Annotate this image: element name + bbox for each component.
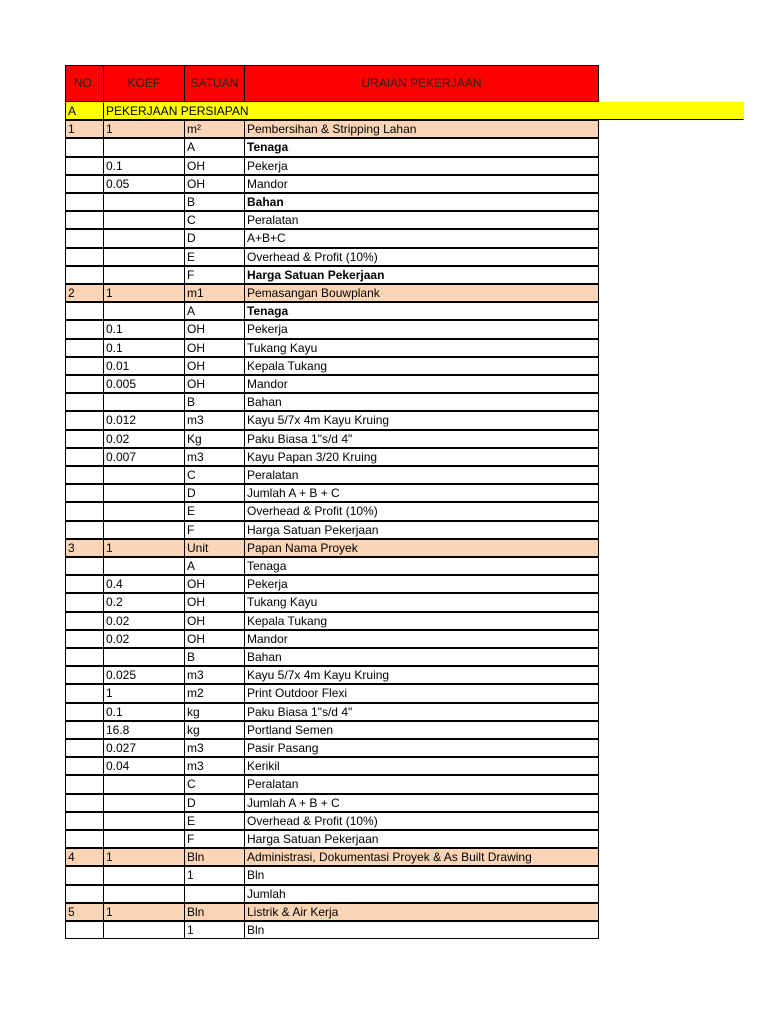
cell-uraian[interactable]: Listrik & Air Kerja (244, 903, 599, 921)
cell-satuan[interactable]: m3 (184, 448, 245, 466)
cell-uraian[interactable]: Pembersihan & Stripping Lahan (244, 120, 599, 138)
cell-koef[interactable]: 0.1 (103, 703, 185, 721)
cell-satuan[interactable]: A (184, 557, 245, 575)
cell-no[interactable] (65, 684, 104, 702)
cell-uraian[interactable]: Pemasangan Bouwplank (244, 284, 599, 302)
cell-koef[interactable] (103, 502, 185, 520)
cell-no[interactable] (65, 411, 104, 429)
cell-koef[interactable] (103, 521, 185, 539)
cell-uraian[interactable]: Peralatan (244, 211, 599, 229)
cell-no[interactable] (65, 248, 104, 266)
cell-no[interactable] (65, 375, 104, 393)
cell-koef[interactable]: 0.025 (103, 666, 185, 684)
cell-satuan[interactable]: kg (184, 721, 245, 739)
cell-no[interactable] (65, 138, 104, 156)
cell-no[interactable] (65, 302, 104, 320)
cell-uraian[interactable]: Kepala Tukang (244, 612, 599, 630)
header-koef[interactable]: KOEF (103, 65, 185, 102)
cell-koef[interactable] (103, 885, 185, 903)
cell-uraian[interactable]: Kerikil (244, 757, 599, 775)
cell-no[interactable] (65, 211, 104, 229)
cell-no[interactable] (65, 630, 104, 648)
cell-koef[interactable]: 1 (103, 284, 185, 302)
cell-koef[interactable]: 0.04 (103, 757, 185, 775)
cell-koef[interactable] (103, 794, 185, 812)
cell-satuan[interactable]: OH (184, 575, 245, 593)
cell-koef[interactable]: 0.01 (103, 357, 185, 375)
cell-uraian[interactable]: Administrasi, Dokumentasi Proyek & As Built Drawing (244, 848, 599, 866)
cell-koef[interactable] (103, 248, 185, 266)
cell-no[interactable] (65, 593, 104, 611)
cell-no[interactable] (65, 393, 104, 411)
cell-satuan[interactable]: kg (184, 703, 245, 721)
cell-no[interactable] (65, 885, 104, 903)
cell-uraian[interactable]: PEKERJAAN PERSIAPAN (103, 102, 744, 120)
cell-satuan[interactable]: A (184, 302, 245, 320)
cell-uraian[interactable]: Jumlah A + B + C (244, 484, 599, 502)
cell-uraian[interactable]: A+B+C (244, 229, 599, 247)
cell-no[interactable] (65, 775, 104, 793)
cell-uraian[interactable]: Overhead & Profit (10%) (244, 502, 599, 520)
cell-no[interactable]: 1 (65, 120, 104, 138)
cell-satuan[interactable]: 1 (184, 921, 245, 939)
cell-koef[interactable] (103, 921, 185, 939)
cell-satuan[interactable]: m3 (184, 666, 245, 684)
header-uraian[interactable]: URAIAN PEKERJAAN (244, 65, 599, 102)
cell-koef[interactable] (103, 302, 185, 320)
cell-uraian[interactable]: Harga Satuan Pekerjaan (244, 266, 599, 284)
cell-uraian[interactable]: Bahan (244, 393, 599, 411)
cell-no[interactable] (65, 557, 104, 575)
cell-no[interactable] (65, 266, 104, 284)
cell-uraian[interactable]: Tenaga (244, 138, 599, 156)
cell-satuan[interactable]: C (184, 466, 245, 484)
cell-koef[interactable] (103, 830, 185, 848)
cell-koef[interactable]: 0.02 (103, 612, 185, 630)
cell-satuan[interactable]: F (184, 830, 245, 848)
cell-satuan[interactable]: E (184, 812, 245, 830)
cell-koef[interactable]: 0.1 (103, 320, 185, 338)
cell-koef[interactable] (103, 138, 185, 156)
cell-no[interactable] (65, 648, 104, 666)
cell-no[interactable] (65, 666, 104, 684)
cell-uraian[interactable]: Tenaga (244, 302, 599, 320)
cell-uraian[interactable]: Bahan (244, 193, 599, 211)
cell-koef[interactable]: 1 (103, 120, 185, 138)
cell-uraian[interactable]: Bln (244, 921, 599, 939)
cell-koef[interactable]: 0.027 (103, 739, 185, 757)
cell-satuan[interactable]: m3 (184, 411, 245, 429)
cell-no[interactable]: A (65, 102, 104, 120)
cell-koef[interactable] (103, 775, 185, 793)
cell-uraian[interactable]: Tukang Kayu (244, 339, 599, 357)
cell-satuan[interactable]: C (184, 211, 245, 229)
cell-uraian[interactable]: Tukang Kayu (244, 593, 599, 611)
cell-koef[interactable]: 1 (103, 684, 185, 702)
header-no[interactable]: NO. (65, 65, 104, 102)
cell-no[interactable] (65, 339, 104, 357)
cell-no[interactable] (65, 229, 104, 247)
cell-koef[interactable]: 0.2 (103, 593, 185, 611)
cell-koef[interactable]: 1 (103, 848, 185, 866)
cell-uraian[interactable]: Kayu 5/7x 4m Kayu Kruing (244, 411, 599, 429)
cell-no[interactable] (65, 612, 104, 630)
cell-uraian[interactable]: Peralatan (244, 466, 599, 484)
cell-satuan[interactable]: B (184, 393, 245, 411)
cell-uraian[interactable]: Peralatan (244, 775, 599, 793)
cell-satuan[interactable]: m3 (184, 739, 245, 757)
cell-no[interactable] (65, 830, 104, 848)
cell-koef[interactable]: 0.02 (103, 430, 185, 448)
header-satuan[interactable]: SATUAN (184, 65, 245, 102)
cell-no[interactable] (65, 357, 104, 375)
cell-no[interactable]: 3 (65, 539, 104, 557)
cell-satuan[interactable]: F (184, 266, 245, 284)
cell-no[interactable] (65, 502, 104, 520)
cell-koef[interactable]: 0.1 (103, 339, 185, 357)
cell-koef[interactable] (103, 393, 185, 411)
cell-no[interactable] (65, 193, 104, 211)
cell-satuan[interactable]: Kg (184, 430, 245, 448)
cell-satuan[interactable]: B (184, 648, 245, 666)
cell-satuan[interactable]: Unit (184, 539, 245, 557)
cell-satuan[interactable]: E (184, 248, 245, 266)
cell-no[interactable] (65, 721, 104, 739)
cell-uraian[interactable]: Papan Nama Proyek (244, 539, 599, 557)
cell-satuan[interactable]: m² (184, 120, 245, 138)
cell-koef[interactable] (103, 484, 185, 502)
cell-no[interactable]: 4 (65, 848, 104, 866)
cell-no[interactable] (65, 575, 104, 593)
cell-satuan[interactable]: OH (184, 357, 245, 375)
cell-no[interactable] (65, 794, 104, 812)
cell-satuan[interactable]: OH (184, 175, 245, 193)
cell-uraian[interactable]: Portland Semen (244, 721, 599, 739)
cell-uraian[interactable]: Kayu 5/7x 4m Kayu Kruing (244, 666, 599, 684)
cell-no[interactable] (65, 921, 104, 939)
cell-satuan[interactable]: Bln (184, 848, 245, 866)
cell-uraian[interactable]: Pekerja (244, 320, 599, 338)
cell-satuan[interactable]: OH (184, 320, 245, 338)
cell-uraian[interactable]: Paku Biasa 1"s/d 4" (244, 703, 599, 721)
cell-uraian[interactable]: Mandor (244, 375, 599, 393)
cell-satuan[interactable]: OH (184, 375, 245, 393)
cell-koef[interactable]: 0.02 (103, 630, 185, 648)
cell-satuan[interactable]: Bln (184, 903, 245, 921)
cell-satuan[interactable]: m1 (184, 284, 245, 302)
cell-koef[interactable] (103, 266, 185, 284)
cell-satuan[interactable]: OH (184, 593, 245, 611)
cell-koef[interactable] (103, 193, 185, 211)
cell-koef[interactable] (103, 557, 185, 575)
cell-no[interactable]: 5 (65, 903, 104, 921)
cell-uraian[interactable]: Pasir Pasang (244, 739, 599, 757)
cell-koef[interactable]: 0.1 (103, 157, 185, 175)
cell-satuan[interactable]: OH (184, 339, 245, 357)
cell-satuan[interactable]: 1 (184, 866, 245, 884)
cell-koef[interactable] (103, 648, 185, 666)
cell-uraian[interactable]: Harga Satuan Pekerjaan (244, 830, 599, 848)
cell-koef[interactable] (103, 211, 185, 229)
cell-no[interactable] (65, 157, 104, 175)
cell-satuan[interactable]: OH (184, 157, 245, 175)
cell-no[interactable] (65, 739, 104, 757)
cell-koef[interactable]: 16.8 (103, 721, 185, 739)
cell-koef[interactable]: 1 (103, 903, 185, 921)
cell-uraian[interactable]: Kepala Tukang (244, 357, 599, 375)
cell-satuan[interactable]: A (184, 138, 245, 156)
cell-uraian[interactable]: Print Outdoor Flexi (244, 684, 599, 702)
cell-satuan[interactable]: D (184, 794, 245, 812)
cell-satuan[interactable]: D (184, 484, 245, 502)
cell-koef[interactable]: 0.05 (103, 175, 185, 193)
cell-satuan[interactable]: m3 (184, 757, 245, 775)
cell-no[interactable] (65, 175, 104, 193)
cell-uraian[interactable]: Bahan (244, 648, 599, 666)
cell-koef[interactable]: 0.007 (103, 448, 185, 466)
cell-uraian[interactable]: Jumlah A + B + C (244, 794, 599, 812)
cell-no[interactable] (65, 448, 104, 466)
cell-uraian[interactable]: Overhead & Profit (10%) (244, 248, 599, 266)
cell-satuan[interactable]: B (184, 193, 245, 211)
cell-satuan[interactable]: m2 (184, 684, 245, 702)
cell-uraian[interactable]: Pekerja (244, 157, 599, 175)
cell-no[interactable] (65, 466, 104, 484)
cell-satuan[interactable]: F (184, 521, 245, 539)
cell-koef[interactable]: 0.4 (103, 575, 185, 593)
cell-no[interactable]: 2 (65, 284, 104, 302)
cell-koef[interactable]: 0.012 (103, 411, 185, 429)
cell-koef[interactable]: 1 (103, 539, 185, 557)
cell-uraian[interactable]: Harga Satuan Pekerjaan (244, 521, 599, 539)
cell-satuan[interactable]: OH (184, 612, 245, 630)
cell-no[interactable] (65, 703, 104, 721)
cell-uraian[interactable]: Overhead & Profit (10%) (244, 812, 599, 830)
cell-satuan[interactable] (184, 885, 245, 903)
cell-uraian[interactable]: Mandor (244, 175, 599, 193)
cell-no[interactable] (65, 430, 104, 448)
cell-satuan[interactable]: OH (184, 630, 245, 648)
cell-uraian[interactable]: Bln (244, 866, 599, 884)
cell-no[interactable] (65, 320, 104, 338)
cell-satuan[interactable]: E (184, 502, 245, 520)
cell-koef[interactable] (103, 812, 185, 830)
cell-koef[interactable]: 0.005 (103, 375, 185, 393)
cell-koef[interactable] (103, 229, 185, 247)
cell-no[interactable] (65, 757, 104, 775)
cell-no[interactable] (65, 484, 104, 502)
cell-koef[interactable] (103, 866, 185, 884)
cell-uraian[interactable]: Jumlah (244, 885, 599, 903)
cell-satuan[interactable]: D (184, 229, 245, 247)
cell-uraian[interactable]: Tenaga (244, 557, 599, 575)
cell-uraian[interactable]: Kayu Papan 3/20 Kruing (244, 448, 599, 466)
cell-uraian[interactable]: Mandor (244, 630, 599, 648)
cell-no[interactable] (65, 521, 104, 539)
cell-no[interactable] (65, 866, 104, 884)
cell-uraian[interactable]: Paku Biasa 1"s/d 4" (244, 430, 599, 448)
cell-uraian[interactable]: Pekerja (244, 575, 599, 593)
cell-no[interactable] (65, 812, 104, 830)
cell-koef[interactable] (103, 466, 185, 484)
cell-satuan[interactable]: C (184, 775, 245, 793)
